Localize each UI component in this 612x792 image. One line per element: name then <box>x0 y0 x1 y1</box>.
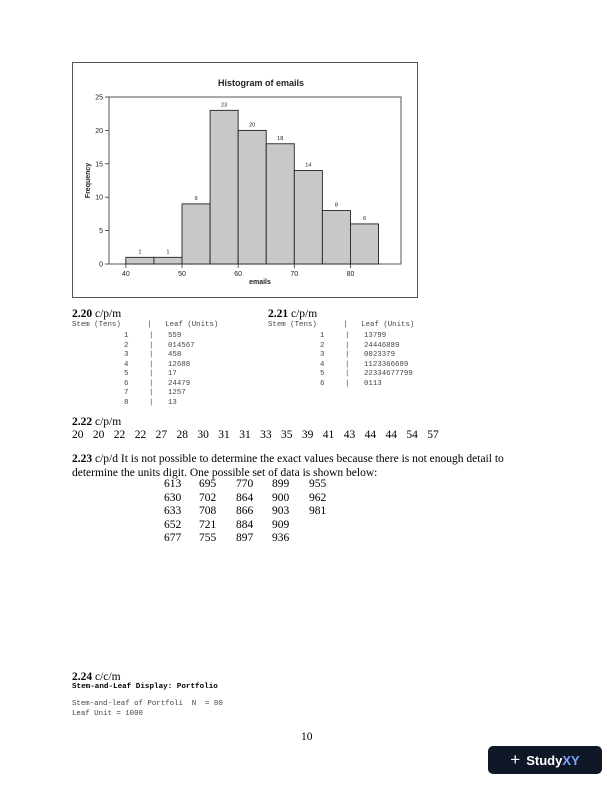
histogram-bar <box>182 204 210 264</box>
brand-name-accent: XY <box>562 752 580 768</box>
y-tick-label: 5 <box>99 228 103 236</box>
leaf-value: 559 <box>168 332 182 340</box>
data-value: 31 <box>218 429 230 441</box>
leaf-value: 458 <box>168 351 182 359</box>
leaf-value: 17 <box>168 370 177 378</box>
x-tick-label: 40 <box>121 271 130 278</box>
data-value: 41 <box>322 429 335 441</box>
x-tick-label: 60 <box>234 271 243 278</box>
stem-separator: | <box>345 332 350 340</box>
grid-value: 702 <box>199 491 217 504</box>
data-value: 43 <box>343 429 356 441</box>
data-value: 20 <box>92 429 105 441</box>
brand-name: Study <box>526 752 563 768</box>
histogram-figure <box>72 62 418 298</box>
heading-2-24 <box>72 671 121 683</box>
paragraph-text: c/p/d It is not possible to determine the exact values because there is not enough detail to determine the units digit. One possible set of data is shown below: <box>72 453 504 479</box>
y-tick-label: 10 <box>95 194 103 202</box>
stem-value: 5 <box>320 370 325 378</box>
leaf-value: 014567 <box>168 341 195 350</box>
grid-value: 708 <box>199 505 217 517</box>
leaf-value: 24446889 <box>364 341 400 350</box>
stem-separator: | <box>345 351 350 359</box>
data-value: 44 <box>364 429 377 441</box>
leaf-value: 12688 <box>168 360 191 369</box>
grid-value: 955 <box>309 478 327 490</box>
y-tick-label: 0 <box>99 261 103 269</box>
stem-separator: | <box>345 370 350 378</box>
stem-value: 3 <box>124 351 129 359</box>
grid-value: 633 <box>164 505 182 517</box>
bar-value-label: 1 <box>138 249 142 256</box>
output-title: Stem-and-Leaf Display: Portfolio <box>72 683 218 691</box>
stem-value: 2 <box>124 341 129 350</box>
output-line-2: Leaf Unit = 1000 <box>72 710 143 718</box>
heading-number: 2.22 <box>72 416 93 428</box>
x-tick-label: 80 <box>346 271 355 278</box>
grid-value: 909 <box>272 518 290 531</box>
bar-value-label: 9 <box>194 195 198 202</box>
stem-value: 5 <box>124 370 129 378</box>
heading-number: 2.24 <box>72 671 93 683</box>
data-value: 35 <box>281 429 293 441</box>
heading-tag: c/p/m <box>95 308 122 320</box>
x-tick-label: 70 <box>290 271 299 278</box>
stem-value: 6 <box>320 379 325 388</box>
stem-separator: | <box>345 341 350 350</box>
heading-tag: c/p/m <box>291 308 318 320</box>
histogram-bar <box>266 144 294 264</box>
grid-value: 677 <box>164 532 182 544</box>
heading-tag: c/p/m <box>95 416 122 428</box>
stem-separator: | <box>149 360 154 369</box>
histogram-bar <box>294 170 322 264</box>
heading-2-20 <box>72 308 121 320</box>
grid-value: 652 <box>164 518 182 531</box>
output-line-1: Stem-and-leaf of Portfoli N = 80 <box>72 700 223 708</box>
histogram-bar <box>322 211 350 264</box>
y-tick-label: 20 <box>95 127 103 135</box>
leaf-value: 13799 <box>364 332 387 340</box>
stem-separator: | <box>149 398 154 407</box>
grid-value: 866 <box>236 505 254 517</box>
stem-leaf-header-2-20: Stem (Tens) | Leaf (Units) <box>72 321 219 329</box>
grid-value: 903 <box>272 505 290 517</box>
grid-value: 981 <box>309 505 327 517</box>
heading-number: 2.20 <box>72 308 93 320</box>
grid-value: 613 <box>164 478 182 490</box>
grid-value: 770 <box>236 478 254 490</box>
studyxy-logo[interactable] <box>488 746 602 774</box>
leaf-value: 1257 <box>168 389 186 397</box>
data-value: 27 <box>155 429 168 441</box>
stem-value: 2 <box>320 341 325 350</box>
data-value: 31 <box>239 429 251 441</box>
x-axis-label: emails <box>249 279 271 286</box>
heading-2-21 <box>268 308 317 320</box>
stem-separator: | <box>149 379 154 388</box>
data-value: 54 <box>406 429 418 441</box>
page-number: 10 <box>301 731 313 743</box>
data-value: 20 <box>72 429 84 441</box>
histogram-bar <box>126 257 154 264</box>
y-tick-label: 15 <box>95 161 103 169</box>
stem-separator: | <box>149 389 154 397</box>
chart-title: Histogram of emails <box>217 78 305 88</box>
leaf-value: 22334677799 <box>364 370 413 378</box>
stem-separator: | <box>345 379 350 388</box>
paragraph-2-23 <box>72 452 542 480</box>
grid-value: 900 <box>272 491 290 504</box>
leaf-value: 24479 <box>168 379 191 388</box>
bar-value-label: 6 <box>362 215 367 222</box>
grid-value: 755 <box>199 532 217 544</box>
histogram-bar <box>210 110 238 264</box>
data-value: 22 <box>113 429 126 441</box>
grid-value: 897 <box>236 532 254 544</box>
histogram-bar <box>238 130 266 264</box>
stem-separator: | <box>149 341 154 350</box>
stem-value: 7 <box>124 389 129 397</box>
bar-value-label: 23 <box>220 102 228 109</box>
leaf-value: 0113 <box>364 379 382 388</box>
grid-value: 721 <box>199 518 217 531</box>
stem-separator: | <box>345 360 350 369</box>
bar-value-label: 18 <box>277 135 284 142</box>
stem-value: 4 <box>320 360 325 369</box>
x-tick-label: 50 <box>178 271 186 278</box>
grid-value: 630 <box>164 491 182 504</box>
bar-value-label: 1 <box>166 249 170 256</box>
bar-value-label: 20 <box>249 122 256 129</box>
grid-value: 899 <box>272 478 290 490</box>
grid-value: 864 <box>236 491 254 504</box>
stem-leaf-header-2-21: Stem (Tens) | Leaf (Units) <box>268 321 415 329</box>
heading-2-22 <box>72 416 121 428</box>
data-value: 30 <box>197 429 209 441</box>
data-value: 39 <box>301 429 314 441</box>
heading-number: 2.21 <box>268 308 289 320</box>
heading-tag: c/c/m <box>95 671 121 683</box>
y-tick-label: 25 <box>95 94 103 102</box>
leaf-value: 0023379 <box>364 351 396 359</box>
heading-number: 2.23 <box>72 453 93 465</box>
plus-icon: + <box>510 750 521 769</box>
data-value: 28 <box>176 429 188 441</box>
grid-value: 695 <box>199 478 217 490</box>
leaf-value: 13 <box>168 398 177 407</box>
stem-separator: | <box>149 332 154 340</box>
grid-value: 962 <box>309 491 327 504</box>
stem-value: 6 <box>124 379 129 388</box>
grid-value: 884 <box>236 518 254 531</box>
stem-value: 8 <box>124 398 129 407</box>
stem-value: 1 <box>124 332 129 340</box>
stem-value: 4 <box>124 360 129 369</box>
bar-value-label: 14 <box>305 162 312 169</box>
data-value: 33 <box>260 429 272 441</box>
histogram-bar <box>154 257 182 264</box>
data-value: 57 <box>427 429 439 441</box>
histogram-chart <box>73 63 419 299</box>
stem-value: 3 <box>320 351 325 359</box>
stem-separator: | <box>149 370 154 378</box>
stem-value: 1 <box>320 332 325 340</box>
stem-separator: | <box>149 351 154 359</box>
data-value: 44 <box>385 429 397 441</box>
grid-value: 936 <box>272 532 290 544</box>
y-axis-label: Frequency <box>85 162 92 199</box>
leaf-value: 1123366689 <box>364 360 409 369</box>
histogram-bar <box>350 224 378 264</box>
data-value: 22 <box>134 429 147 441</box>
bar-value-label: 8 <box>334 202 338 209</box>
